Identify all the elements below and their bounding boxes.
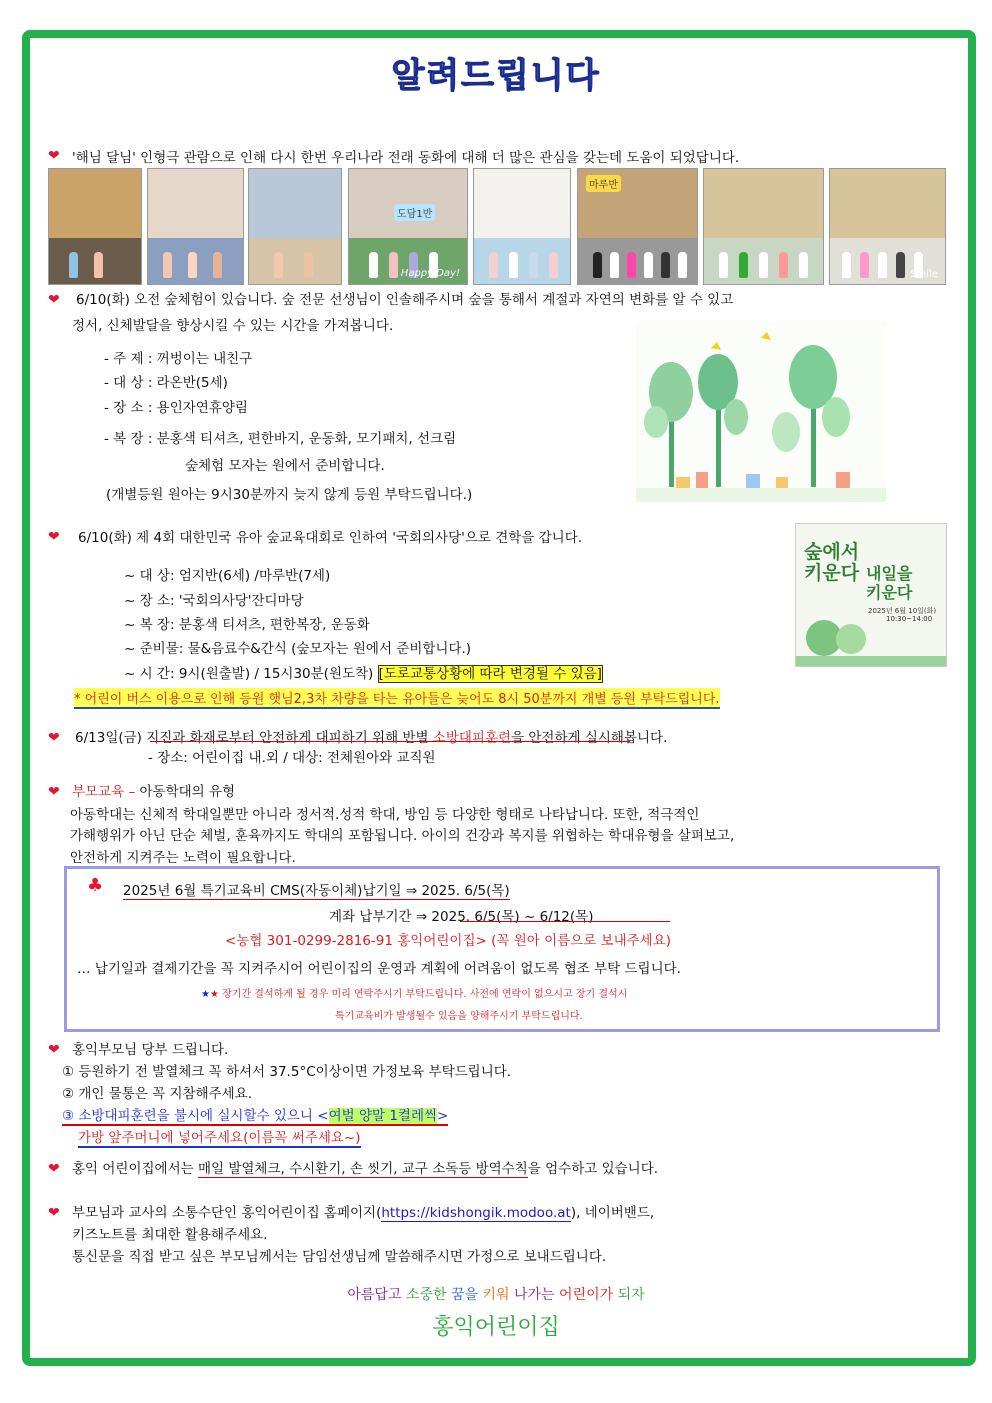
time-change-note: [도로교통상황에 따라 변경될 수 있음] xyxy=(378,666,602,682)
page-title: 알려드립니다 xyxy=(391,56,601,96)
fire-drill-notice: 6/13일(금) 지진과 화재로부터 안전하게 대피하기 위해 반별 소방대피훈련을 안전하게 실시해봅니다. xyxy=(75,730,668,746)
fee-cooperation-note: … 납기일과 결제기간을 꼭 지켜주시어 어린이집의 운영과 계획에 어려움이 없도록 협조 부탁 드립니다. xyxy=(77,961,681,977)
trip-item: ~ 장 소: '국회의사당'잔디마당 xyxy=(124,593,304,609)
trip-item: ~ 복 장: 분홍색 티셔츠, 편한복장, 운동화 xyxy=(124,617,370,633)
forest-item: - 복 장 : 분홍색 티셔츠, 편한바지, 운동화, 모기패치, 선크림 xyxy=(104,431,457,447)
heart-icon: ❤ xyxy=(48,148,60,164)
fee-payment-period: 계좌 납부기간 ⇒ 2025. 6/5(목) ~ 6/12(목) xyxy=(329,909,594,925)
star-icon: ★ xyxy=(209,989,219,1000)
parent-request-item: ① 등원하기 전 발열체크 꼭 하셔서 37.5°C이상이면 가정보육 부탁드립니다. xyxy=(62,1064,512,1080)
parent-request-item: 가방 앞주머니에 넣어주세요(이름꼭 써주세요~) xyxy=(78,1126,361,1148)
poster-headline: 숲에서 키운다 xyxy=(804,541,860,584)
parent-request-title: 홍익부모님 당부 드립니다. xyxy=(72,1042,229,1058)
heart-icon: ❤ xyxy=(48,730,60,746)
parent-request-item: ③ 소방대피훈련을 불시에 실시할수 있으니 <여벌 양말 1켤레씩> xyxy=(62,1104,448,1126)
bank-account: <농협 301-0299-2816-91 홍익어린이집> (꼭 원아 이름으로 보내주세요) xyxy=(225,933,671,949)
forest-item: - 대 상 : 라온반(5세) xyxy=(104,375,228,391)
heart-icon: ❤ xyxy=(48,292,60,308)
heart-icon: ❤ xyxy=(48,1161,60,1177)
event-poster: 숲에서 키운다 내일을 키운다 2025년 6월 10일(화) 10:30~14:00 xyxy=(795,523,947,667)
parent-education-title: 부모교육 – 아동학대의 유형 xyxy=(72,784,236,800)
fee-due-date: 2025년 6월 특기교육비 CMS(자동이체)납기일 ⇒ 2025. 6/5(목) xyxy=(123,883,510,899)
absence-note: 특기교육비가 발생될수 있음을 양해주시기 부탁드립니다. xyxy=(335,1011,583,1022)
heart-icon: ❤ xyxy=(48,1205,60,1221)
forest-experience-line2: 정서, 신체발달을 향상시킬 수 있는 시간을 가져봅니다. xyxy=(72,318,394,334)
parent-education-text: 가해행위가 아닌 단순 체벌, 훈육까지도 학대의 포함됩니다. 아이의 건강과 복지를 위협하는 학대유형을 살펴보고, xyxy=(70,828,735,844)
heart-icon: ❤ xyxy=(48,784,60,800)
motto: 아름답고 소중한 꿈을 키워 나가는 어린이가 되자 xyxy=(347,1287,645,1303)
national-assembly-trip: 6/10(화) 제 4회 대한민국 유아 숲교육대회로 인하여 '국회의사당'으로 견학을 갑니다. xyxy=(78,530,583,546)
absence-note: ★★ 장기간 결석하게 될 경우 미리 연락주시기 부탁드립니다. 사전에 연락이 없으시고 장기 결석시 xyxy=(201,989,628,1000)
bus-notice: * 어린이 버스 이용으로 인해 등원 햇님2,3차 차량을 타는 유아들은 늦어도 8시 50분까지 개별 등원 부탁드립니다. xyxy=(74,688,720,709)
heart-icon: ❤ xyxy=(48,1042,60,1058)
trip-time: ~ 시 간: 9시(원출발) / 15시30분(원도착) [도로교통상황에 따라 변경될 수 있음] xyxy=(124,666,602,682)
homepage-notice: 통신문을 직접 받고 싶은 부모님께서는 담임선생님께 말씀해주시면 가정으로 보내드립니다. xyxy=(72,1249,607,1265)
fee-box xyxy=(64,866,940,1032)
parent-request-item: ② 개인 물통은 꼭 지참해주세요. xyxy=(62,1086,253,1102)
photo-1 xyxy=(48,168,142,285)
trip-item: ~ 대 상: 엄지반(6세) /마루반(7세) xyxy=(124,568,331,584)
quarantine-notice: 홍익 어린이집에서는 매일 발열체크, 수시환기, 손 씻기, 교구 소독등 방역수칙을 엄수하고 있습니다. xyxy=(72,1161,659,1177)
photo-5 xyxy=(473,168,571,285)
underline xyxy=(150,741,630,742)
homepage-notice: 키즈노트를 최대한 활용해주세요. xyxy=(72,1227,268,1243)
star-icon: ★ xyxy=(201,989,210,1000)
photo-7 xyxy=(703,168,824,285)
forest-item: - 주 제 : 꺼벙이는 내친구 xyxy=(104,351,253,367)
forest-experience-line1: 6/10(화) 오전 숲체험이 있습니다. 숲 전문 선생님이 인솔해주시며 숲을 통해서 계절과 자연의 변화를 알 수 있고 xyxy=(76,292,734,308)
parent-education-text: 아동학대는 신체적 학대일뿐만 아니라 정서적.성적 학대, 방임 등 다양한 형태로 나타납니다. 또한, 적극적인 xyxy=(70,807,700,823)
forest-item: - 장 소 : 용인자연휴양림 xyxy=(104,400,248,416)
club-icon: ♣ xyxy=(87,875,104,896)
fire-drill-detail: - 장소: 어린이집 내.외 / 대상: 전체원아와 교직원 xyxy=(148,750,436,766)
tree-illustration xyxy=(636,322,886,502)
photo-6: 마루반 xyxy=(577,168,698,285)
forest-arrival-note: (개별등원 원아는 9시30분까지 늦지 않게 등원 부탁드립니다.) xyxy=(106,487,473,503)
footer-school-name: 홍익어린이집 xyxy=(432,1315,560,1340)
homepage-link[interactable]: https://kidshongik.modoo.at xyxy=(381,1205,571,1221)
photo-2 xyxy=(147,168,244,285)
homepage-notice: 부모님과 교사의 소통수단인 홍익어린이집 홈페이지(https://kidshongik.modoo.at), 네이버밴드, xyxy=(72,1205,655,1221)
trip-item: ~ 준비물: 물&음료수&간식 (숲모자는 원에서 준비합니다.) xyxy=(124,641,472,657)
parent-education-text: 안전하게 지켜주는 노력이 필요합니다. xyxy=(70,850,296,866)
photo-8: Smile xyxy=(829,168,946,285)
forest-hat-note: 숲체험 모자는 원에서 준비합니다. xyxy=(185,458,385,474)
photo-4: 도담1반 Happy Day! xyxy=(348,168,468,285)
photo-3 xyxy=(248,168,342,285)
heart-icon: ❤ xyxy=(48,529,60,545)
notice-puppet-show: '해님 달님' 인형극 관람으로 인해 다시 한번 우리나라 전래 동화에 대해 더 많은 관심을 갖는데 도움이 되었답니다. xyxy=(72,150,740,166)
